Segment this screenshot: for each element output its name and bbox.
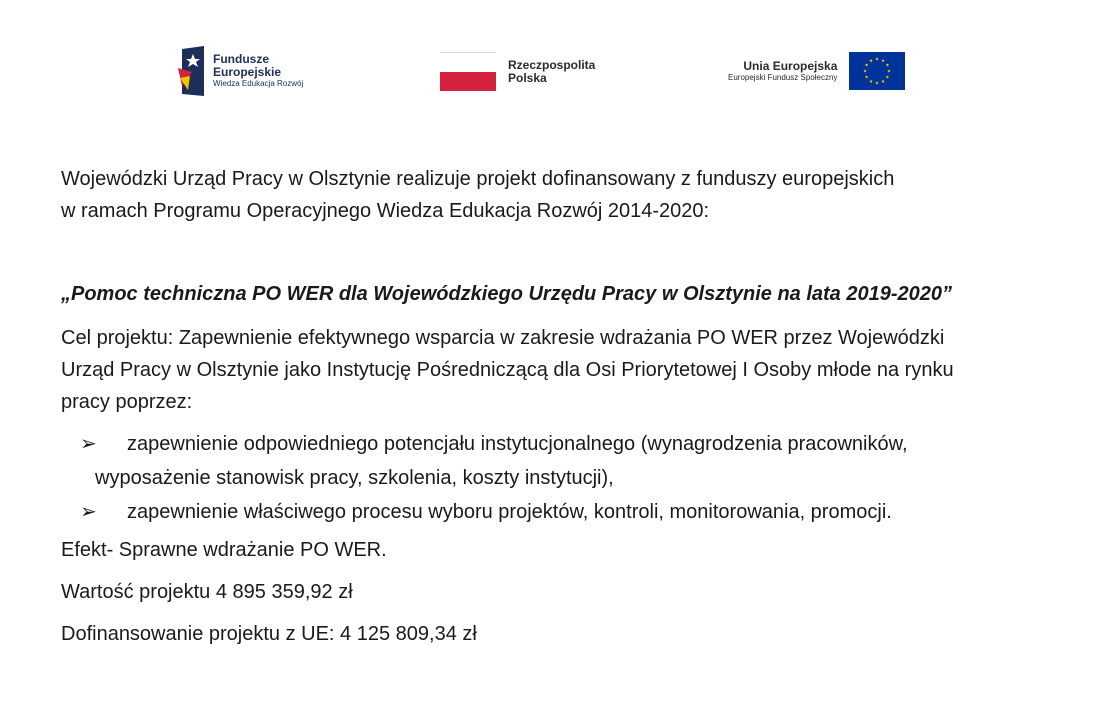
fe-logo-line1: Fundusze bbox=[213, 52, 269, 67]
eu-cofinancing: Dofinansowanie projektu z UE: 4 125 809,34 zł bbox=[61, 623, 477, 645]
fe-logo-line3: Wiedza Edukacja Rozwój bbox=[213, 79, 304, 89]
project-goal-paragraph bbox=[61, 322, 954, 418]
goal-bullet-list bbox=[61, 427, 908, 529]
unia-europejska-logo bbox=[728, 52, 905, 90]
project-title: „Pomoc techniczna PO WER dla Wojewódzkiego Urzędu Pracy w Olsztynie na lata 2019-2020” bbox=[61, 283, 953, 305]
arrow-bullet-icon: ➢ bbox=[80, 433, 97, 455]
rp-logo-line2: Polska bbox=[508, 70, 547, 85]
intro-paragraph bbox=[61, 163, 894, 227]
goal-line-3: pracy poprzez: bbox=[61, 391, 193, 413]
goal-line-1: Cel projektu: Zapewnienie efektywnego wsparcia w zakresie wdrażania PO WER przez Wojewódzki bbox=[61, 327, 945, 349]
logo-bar bbox=[0, 44, 1096, 104]
bullet-1-line-2: wyposażenie stanowisk pracy, szkolenia, koszty instytucji), bbox=[95, 467, 614, 489]
fundusze-europejskie-logo bbox=[178, 46, 303, 96]
eu-flag-icon bbox=[849, 52, 905, 90]
list-item bbox=[61, 427, 908, 495]
bullet-1-line-1: zapewnienie odpowiedniego potencjału instytucjonalnego (wynagrodzenia pracowników, bbox=[127, 433, 908, 455]
project-value: Wartość projektu 4 895 359,92 zł bbox=[61, 581, 353, 603]
polish-flag-icon bbox=[440, 52, 496, 91]
rzeczpospolita-polska-logo bbox=[440, 52, 595, 91]
arrow-bullet-icon: ➢ bbox=[80, 501, 97, 523]
intro-line-2: w ramach Programu Operacyjnego Wiedza Edukacja Rozwój 2014-2020: bbox=[61, 200, 710, 222]
project-effect: Efekt- Sprawne wdrażanie PO WER. bbox=[61, 539, 387, 561]
bullet-2-line-1: zapewnienie właściwego procesu wyboru projektów, kontroli, monitorowania, promocji. bbox=[127, 501, 892, 523]
fe-logo-line2: Europejskie bbox=[213, 64, 282, 79]
ue-logo-line2: Europejski Fundusz Społeczny bbox=[728, 73, 838, 83]
ue-logo-line1: Unia Europejska bbox=[743, 58, 838, 73]
goal-line-2: Urząd Pracy w Olsztynie jako Instytucję Pośredniczącą dla Osi Priorytetowej I Osoby młode na rynku bbox=[61, 359, 954, 381]
fundusze-europejskie-mark-icon bbox=[178, 46, 206, 96]
list-item bbox=[61, 495, 908, 529]
intro-line-1: Wojewódzki Urząd Pracy w Olsztynie realizuje projekt dofinansowany z funduszy europejskich bbox=[61, 168, 895, 190]
rp-logo-line1: Rzeczpospolita bbox=[508, 57, 596, 72]
